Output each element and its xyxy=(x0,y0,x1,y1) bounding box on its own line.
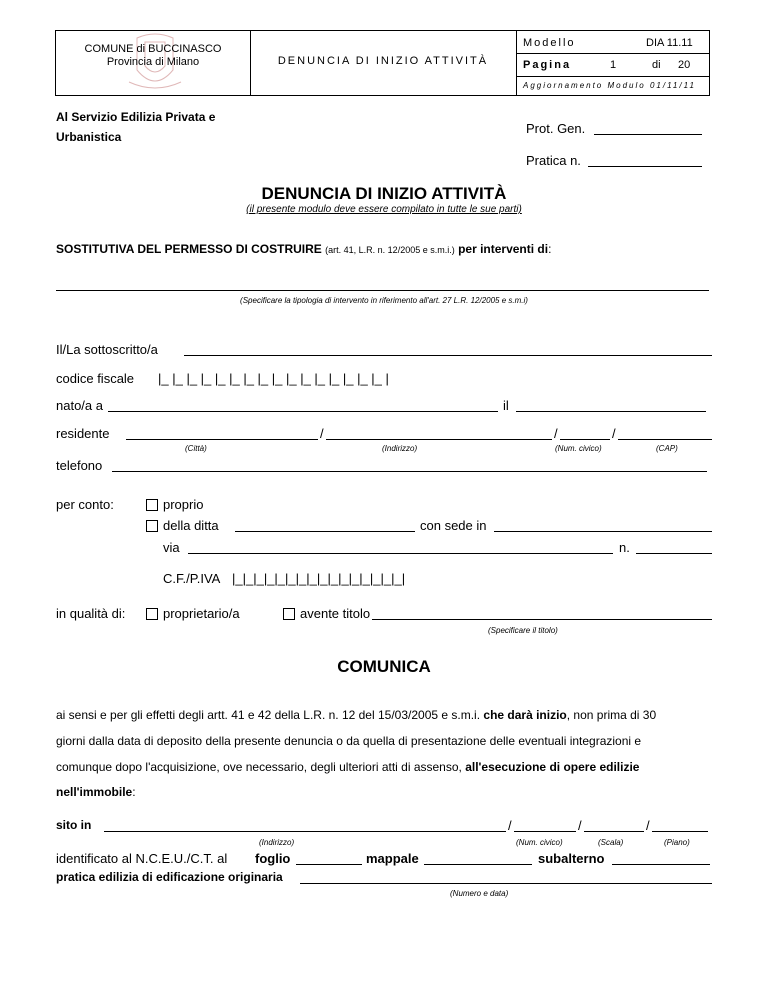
sostitutiva-colon: : xyxy=(548,242,552,256)
comunica-paragraph-line-1 xyxy=(56,708,656,722)
modello-value: DIA 11.11 xyxy=(646,37,693,49)
intervento-field[interactable] xyxy=(56,290,709,291)
page-title: DENUNCIA DI INIZIO ATTIVITÀ xyxy=(261,184,507,203)
codice-fiscale-label: codice fiscale xyxy=(56,371,135,386)
residente-civico-field[interactable] xyxy=(560,439,610,440)
via-label: via xyxy=(163,540,180,555)
mappale-label: mappale xyxy=(366,851,419,866)
residente-cap-note: (CAP) xyxy=(656,444,678,453)
codice-fiscale-boxes[interactable]: |_ |_ |_ |_ |_ |_ |_ |_ |_ |_ |_ |_ |_ |_ |_ |_ | xyxy=(158,371,389,386)
via-n-field[interactable] xyxy=(636,553,712,554)
sito-sep-3: / xyxy=(646,818,650,833)
residente-civico-note: (Num. civico) xyxy=(555,444,602,453)
comunica-paragraph-line-3 xyxy=(56,760,639,774)
comunica-p1: ai sensi e per gli effetti degli artt. 41 e 42 della L.R. n. 12 del 15/03/2005 e s.m.i. xyxy=(56,708,481,722)
pratica-field[interactable] xyxy=(588,166,702,167)
sito-sep-1: / xyxy=(508,818,512,833)
via-field[interactable] xyxy=(188,553,613,554)
sottoscritto-label: Il/La sottoscritto/a xyxy=(56,342,158,357)
sito-sep-2: / xyxy=(578,818,582,833)
pratica-label: Pratica n. xyxy=(526,153,581,168)
page-subtitle: (il presente modulo deve essere compilato in tutte le sue parti) xyxy=(246,204,522,215)
prot-gen-field[interactable] xyxy=(594,134,702,135)
via-n-label: n. xyxy=(619,540,630,555)
sito-civico-field[interactable] xyxy=(514,831,576,832)
sito-indirizzo-note: (Indirizzo) xyxy=(259,838,295,847)
comunica-p4-end: : xyxy=(132,785,136,799)
sostitutiva-ref: (art. 41, L.R. n. 12/2005 e s.m.i.) xyxy=(325,245,455,255)
sito-indirizzo-field[interactable] xyxy=(104,831,506,832)
modello-label: Modello xyxy=(523,37,576,49)
proprietario-label: proprietario/a xyxy=(163,606,240,621)
comunica-heading: COMUNICA xyxy=(337,657,431,676)
cfpiva-label: C.F./P.IVA xyxy=(163,571,221,586)
residente-citta-field[interactable] xyxy=(126,439,318,440)
identificato-label: identificato al N.C.E.U./C.T. al xyxy=(56,851,228,866)
header-divider-2 xyxy=(516,30,517,96)
proprio-label: proprio xyxy=(163,497,204,512)
recipient-line-2: Urbanistica xyxy=(56,130,122,144)
proprietario-checkbox[interactable] xyxy=(146,608,158,620)
header-row-line-2 xyxy=(516,76,710,77)
sito-piano-field[interactable] xyxy=(652,831,708,832)
avente-titolo-field[interactable] xyxy=(372,619,712,620)
sostitutiva-line xyxy=(56,242,551,256)
pratica-originaria-note: (Numero e data) xyxy=(450,889,509,898)
intervento-note: (Specificare la tipologia di intervento in riferimento all'art. 27 L.R. 12/2005 e s.m.i) xyxy=(240,296,528,305)
residente-indirizzo-note: (Indirizzo) xyxy=(382,444,418,453)
residente-sep-3: / xyxy=(612,426,616,441)
comunica-p3-bold: all'esecuzione di opere edilizie xyxy=(465,760,640,774)
sede-field[interactable] xyxy=(494,531,712,532)
residente-sep-1: / xyxy=(320,426,324,441)
avente-titolo-label: avente titolo xyxy=(300,606,371,621)
aggiornamento-modulo: Aggiornamento Modulo 01/11/11 xyxy=(523,81,696,90)
sostitutiva-bold: SOSTITUTIVA DEL PERMESSO DI COSTRUIRE xyxy=(56,242,322,256)
foglio-label: foglio xyxy=(255,851,291,866)
per-conto-label: per conto: xyxy=(56,497,114,512)
pagina-label: Pagina xyxy=(523,59,572,71)
cfpiva-boxes[interactable]: |_|_|_|_|_|_|_|_|_|_|_|_|_|_|_|_| xyxy=(232,571,406,586)
subalterno-field[interactable] xyxy=(612,864,710,865)
sede-label: con sede in xyxy=(420,518,487,533)
subalterno-label: subalterno xyxy=(538,851,605,866)
header-row-line-1 xyxy=(516,53,710,54)
prot-gen-label: Prot. Gen. xyxy=(526,121,586,136)
nato-label: nato/a a xyxy=(56,398,103,413)
nato-date-field[interactable] xyxy=(516,411,706,412)
pratica-originaria-field[interactable] xyxy=(300,883,712,884)
recipient-line-1: Al Servizio Edilizia Privata e xyxy=(56,110,216,124)
sito-in-label: sito in xyxy=(56,818,92,832)
sottoscritto-field[interactable] xyxy=(184,355,712,356)
qualita-label: in qualità di: xyxy=(56,606,126,621)
ditta-field[interactable] xyxy=(235,531,415,532)
proprio-checkbox[interactable] xyxy=(146,499,158,511)
comunica-p4-bold: nell'immobile xyxy=(56,785,133,799)
avente-titolo-checkbox[interactable] xyxy=(283,608,295,620)
telefono-field[interactable] xyxy=(112,471,707,472)
pratica-originaria-label: pratica edilizia di edificazione originaria xyxy=(56,870,283,884)
ditta-label: della ditta xyxy=(163,518,219,533)
pagina-total: 20 xyxy=(678,59,691,71)
residente-sep-2: / xyxy=(554,426,558,441)
residente-cap-field[interactable] xyxy=(618,439,712,440)
telefono-label: telefono xyxy=(56,458,103,473)
comune-name: COMUNE di BUCCINASCO xyxy=(84,43,222,55)
comunica-p1-end: , non prima di 30 xyxy=(566,708,657,722)
comunica-paragraph-line-4 xyxy=(56,785,136,799)
nato-il-label: il xyxy=(503,398,509,413)
provincia-name: Provincia di Milano xyxy=(106,56,200,68)
comunica-p1-bold: che darà inizio xyxy=(483,708,567,722)
pagina-number: 1 xyxy=(610,59,617,71)
ditta-checkbox[interactable] xyxy=(146,520,158,532)
comunica-p3: comunque dopo l'acquisizione, ove necessario, degli ulteriori atti di assenso, xyxy=(56,760,462,774)
mappale-field[interactable] xyxy=(424,864,532,865)
avente-titolo-note: (Specificare il titolo) xyxy=(488,626,558,635)
nato-field[interactable] xyxy=(108,411,498,412)
residente-label: residente xyxy=(56,426,110,441)
sito-scala-note: (Scala) xyxy=(598,838,624,847)
comunica-paragraph-line-2: giorni dalla data di deposito della presente denuncia o da quella di presentazione delle eventuali integrazioni e xyxy=(56,734,642,748)
sostitutiva-interventi: per interventi di xyxy=(458,242,549,256)
sito-civico-note: (Num. civico) xyxy=(516,838,563,847)
sito-scala-field[interactable] xyxy=(584,831,644,832)
header-doc-type: DENUNCIA DI INIZIO ATTIVITÀ xyxy=(277,55,489,67)
pagina-di-label: di xyxy=(652,59,661,71)
sito-piano-note: (Piano) xyxy=(664,838,690,847)
residente-citta-note: (Città) xyxy=(185,444,207,453)
foglio-field[interactable] xyxy=(296,864,362,865)
residente-indirizzo-field[interactable] xyxy=(326,439,552,440)
